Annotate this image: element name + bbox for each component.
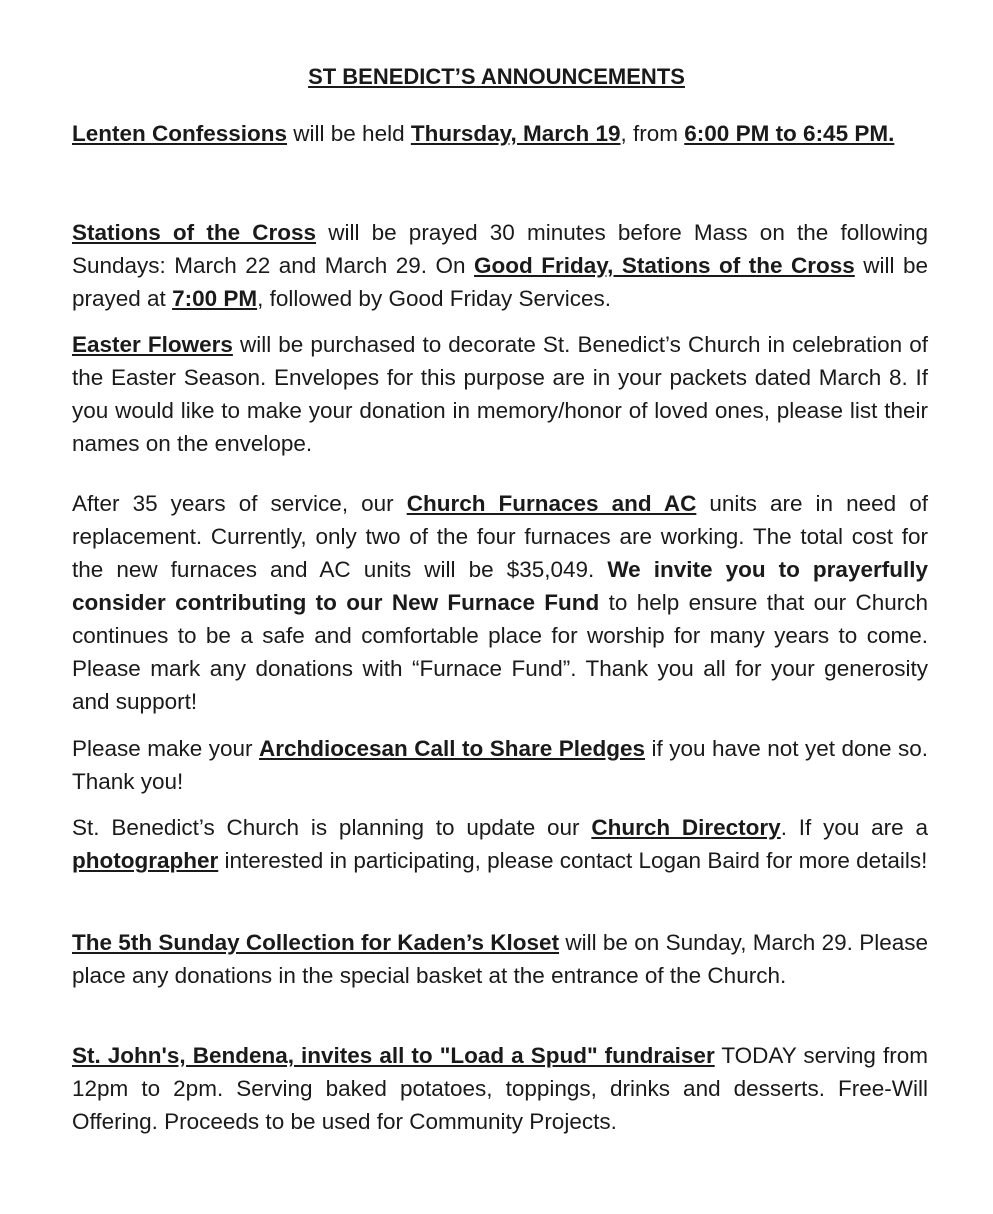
directory-announcement <box>72 811 928 877</box>
directory-label: Church Directory <box>591 815 781 840</box>
archdiocesan-label: Archdiocesan Call to Share Pledges <box>259 736 646 761</box>
confessions-text-2: , from <box>620 121 685 146</box>
confessions-time: 6:00 PM to 6:45 PM. <box>684 121 895 146</box>
directory-text-2: . If you are a <box>780 815 928 840</box>
spud-label: St. John's, Bendena, invites all to "Load a Spud" fundraiser <box>72 1043 715 1068</box>
stations-label: Stations of the Cross <box>72 220 317 245</box>
archdiocesan-announcement <box>72 732 928 798</box>
kloset-label: The 5th Sunday Collection for Kaden’s Kloset <box>72 930 560 955</box>
furnace-announcement <box>72 487 928 718</box>
stations-text-2: will be prayed at <box>72 253 928 311</box>
archdiocesan-text: Please make your <box>72 736 259 761</box>
spud-text: TODAY serving from 12pm to 2pm. Serving baked potatoes, toppings, drinks and desserts. Free-Will Offering. Proceeds to be used for Community Projects. <box>72 1043 928 1134</box>
confessions-announcement <box>72 117 928 150</box>
directory-text-3: interested in participating, please contact Logan Baird for more details! <box>218 848 928 873</box>
flowers-announcement <box>72 328 928 460</box>
photographer-label: photographer <box>72 848 219 873</box>
confessions-label: Lenten Confessions <box>72 121 288 146</box>
confessions-day: Thursday, March 19 <box>410 121 621 146</box>
confessions-text: will be held <box>287 121 411 146</box>
stations-time: 7:00 PM <box>172 286 258 311</box>
directory-text: St. Benedict’s Church is planning to update our <box>72 815 592 840</box>
furnace-text-2: units are in need of replacement. Currently, only two of the four furnaces are working. The total cost for the new furnaces and AC units will be $35,049. <box>72 491 928 582</box>
stations-text-3: , followed by Good Friday Services. <box>257 286 612 311</box>
spud-announcement <box>72 1039 928 1138</box>
flowers-text: will be purchased to decorate St. Benedict’s Church in celebration of the Easter Season. Envelopes for this purpose are in your packets dated March 8. If you would like to make your donation in memory/honor of loved ones, please list their names on the envelope. <box>72 332 928 456</box>
good-friday-label: Good Friday, Stations of the Cross <box>474 253 855 278</box>
kloset-text: will be on Sunday, March 29. Please place any donations in the special basket at the entrance of the Church. <box>72 930 928 988</box>
archdiocesan-text-2: if you have not yet done so. Thank you! <box>72 736 928 794</box>
kloset-announcement <box>72 926 928 992</box>
page-title: ST BENEDICT’S ANNOUNCEMENTS <box>308 64 685 89</box>
furnace-label: Church Furnaces and AC <box>406 491 697 516</box>
stations-text: will be prayed 30 minutes before Mass on the following Sundays: March 22 and March 29. On <box>72 220 928 278</box>
furnace-text: After 35 years of service, our <box>72 491 407 516</box>
furnace-text-3: to help ensure that our Church continues to be a safe and comfortable place for worship for many years to come. Please mark any donations with “Furnace Fund”. Thank you all for your generosity and support! <box>72 590 928 714</box>
flowers-label: Easter Flowers <box>72 332 233 357</box>
furnace-appeal: We invite you to prayerfully consider contributing to our New Furnace Fund <box>72 557 928 615</box>
stations-announcement <box>72 216 928 315</box>
